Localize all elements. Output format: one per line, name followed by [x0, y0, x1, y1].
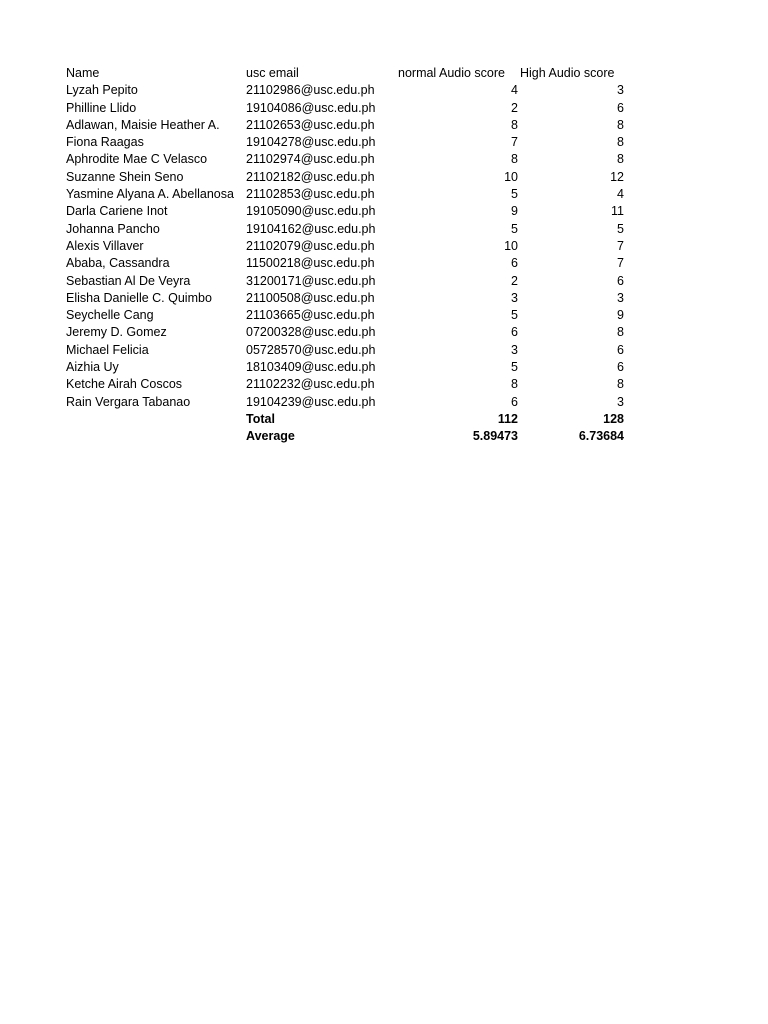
- cell-name: Philline Llido: [66, 100, 137, 115]
- table-row: [66, 186, 624, 203]
- cell-high-score: 3: [617, 83, 624, 98]
- table-row: [66, 82, 624, 99]
- cell-email: 21102986@usc.edu.ph: [246, 83, 375, 98]
- cell-email: 19104086@usc.edu.ph: [246, 100, 376, 115]
- cell-email: 21102653@usc.edu.ph: [246, 117, 375, 132]
- cell-high-score: 8: [617, 117, 624, 132]
- table-row: [66, 203, 624, 220]
- table-row: [66, 255, 624, 272]
- cell-normal-score: 8: [511, 117, 518, 132]
- cell-name: Ketche Airah Coscos: [66, 377, 183, 392]
- cell-name: Aphrodite Mae C Velasco: [66, 152, 208, 167]
- cell-high-score: 6: [617, 360, 624, 375]
- cell-normal-score: 5: [511, 308, 518, 323]
- cell-email: 21102974@usc.edu.ph: [246, 152, 375, 167]
- table-row: [66, 238, 624, 255]
- cell-high-score: 11: [611, 204, 624, 219]
- cell-normal-score: 3: [511, 290, 518, 305]
- cell-email: 07200328@usc.edu.ph: [246, 325, 376, 340]
- cell-high-score: 8: [617, 152, 624, 167]
- cell-name: Rain Vergara Tabanao: [66, 394, 191, 409]
- cell-name: Seychelle Cang: [66, 308, 154, 323]
- cell-normal-score: 10: [504, 169, 518, 184]
- table-row: [66, 359, 624, 376]
- cell-name: Elisha Danielle C. Quimbo: [66, 290, 212, 305]
- cell-normal-score: 2: [511, 273, 518, 288]
- cell-normal-score: 5: [511, 360, 518, 375]
- cell-normal-score: 7: [511, 135, 518, 150]
- cell-normal-score: 8: [511, 377, 518, 392]
- table-row: [66, 307, 624, 324]
- cell-high-score: 3: [617, 394, 624, 409]
- cell-normal-score: 10: [504, 238, 518, 253]
- cell-normal-score: 6: [511, 325, 518, 340]
- table-body: [66, 82, 624, 411]
- cell-high-score: 8: [617, 135, 624, 150]
- cell-high-score: 8: [617, 325, 624, 340]
- cell-high-score: 6: [617, 273, 624, 288]
- cell-normal-score: 2: [511, 100, 518, 115]
- cell-name: Suzanne Shein Seno: [66, 169, 184, 184]
- cell-high-score: 8: [617, 377, 624, 392]
- table-row: [66, 324, 624, 341]
- table-row: [66, 151, 624, 168]
- cell-normal-score: 4: [511, 83, 518, 98]
- cell-name: Sebastian Al De Veyra: [66, 273, 191, 288]
- table-row: [66, 117, 624, 134]
- cell-email: 21102853@usc.edu.ph: [246, 187, 375, 202]
- cell-name: Aizhia Uy: [66, 360, 119, 375]
- cell-high-score: 3: [617, 290, 624, 305]
- cell-normal-score: 5: [511, 221, 518, 236]
- average-row: [66, 428, 624, 445]
- cell-high-score: 5: [617, 221, 624, 236]
- cell-high-score: 7: [617, 238, 624, 253]
- cell-email: 19105090@usc.edu.ph: [246, 204, 376, 219]
- cell-email: 21100508@usc.edu.ph: [246, 290, 375, 305]
- header-normal-score: normal Audio score: [398, 66, 506, 80]
- total-spacer: [66, 411, 246, 428]
- table-row: [66, 376, 624, 393]
- cell-high-score: 4: [617, 187, 624, 202]
- cell-name: Michael Felicia: [66, 342, 149, 357]
- header-name: Name: [66, 66, 100, 80]
- table-row: [66, 134, 624, 151]
- cell-email: 19104278@usc.edu.ph: [246, 135, 376, 150]
- cell-name: Fiona Raagas: [66, 135, 144, 150]
- cell-normal-score: 8: [511, 152, 518, 167]
- header-email: usc email: [246, 66, 299, 80]
- cell-name: Yasmine Alyana A. Abellanosa: [66, 187, 234, 202]
- cell-name: Adlawan, Maisie Heather A.: [66, 117, 220, 132]
- cell-high-score: 12: [610, 169, 624, 184]
- average-high-score: 6.73684: [578, 429, 624, 444]
- average-label: Average: [246, 429, 295, 444]
- table-row: [66, 394, 624, 411]
- cell-normal-score: 5: [511, 187, 518, 202]
- cell-email: 21102079@usc.edu.ph: [246, 238, 375, 253]
- cell-name: Ababa, Cassandra: [66, 256, 170, 271]
- cell-normal-score: 9: [511, 204, 518, 219]
- total-row: [66, 411, 624, 428]
- average-normal-score: 5.89473: [472, 429, 518, 444]
- cell-name: Johanna Pancho: [66, 221, 160, 236]
- cell-email: 18103409@usc.edu.ph: [246, 360, 376, 375]
- cell-email: 21102232@usc.edu.ph: [246, 377, 375, 392]
- cell-name: Jeremy D. Gomez: [66, 325, 167, 340]
- cell-email: 19104239@usc.edu.ph: [246, 394, 376, 409]
- table-row: [66, 169, 624, 186]
- cell-normal-score: 6: [511, 394, 518, 409]
- cell-name: Lyzah Pepito: [66, 83, 138, 98]
- cell-name: Alexis Villaver: [66, 238, 144, 253]
- table-row: [66, 342, 624, 359]
- cell-name: Darla Cariene Inot: [66, 204, 168, 219]
- table-row: [66, 273, 624, 290]
- cell-email: 19104162@usc.edu.ph: [246, 221, 376, 236]
- table-row: [66, 100, 624, 117]
- total-label: Total: [246, 411, 275, 426]
- cell-high-score: 6: [617, 342, 624, 357]
- table-row: [66, 221, 624, 238]
- cell-email: 11500218@usc.edu.ph: [246, 256, 375, 271]
- cell-email: 31200171@usc.edu.ph: [246, 273, 376, 288]
- cell-high-score: 9: [617, 308, 624, 323]
- header-high-score: High Audio score: [520, 66, 615, 80]
- total-high-score: 128: [603, 411, 624, 426]
- cell-high-score: 7: [617, 256, 624, 271]
- cell-high-score: 6: [617, 100, 624, 115]
- cell-email: 05728570@usc.edu.ph: [246, 342, 376, 357]
- table-header-row: [66, 65, 624, 82]
- score-table: [66, 65, 624, 446]
- average-spacer: [66, 428, 246, 445]
- table-row: [66, 290, 624, 307]
- cell-email: 21103665@usc.edu.ph: [246, 308, 375, 323]
- cell-email: 21102182@usc.edu.ph: [246, 169, 375, 184]
- cell-normal-score: 6: [511, 256, 518, 271]
- cell-normal-score: 3: [511, 342, 518, 357]
- total-normal-score: 112: [497, 411, 518, 426]
